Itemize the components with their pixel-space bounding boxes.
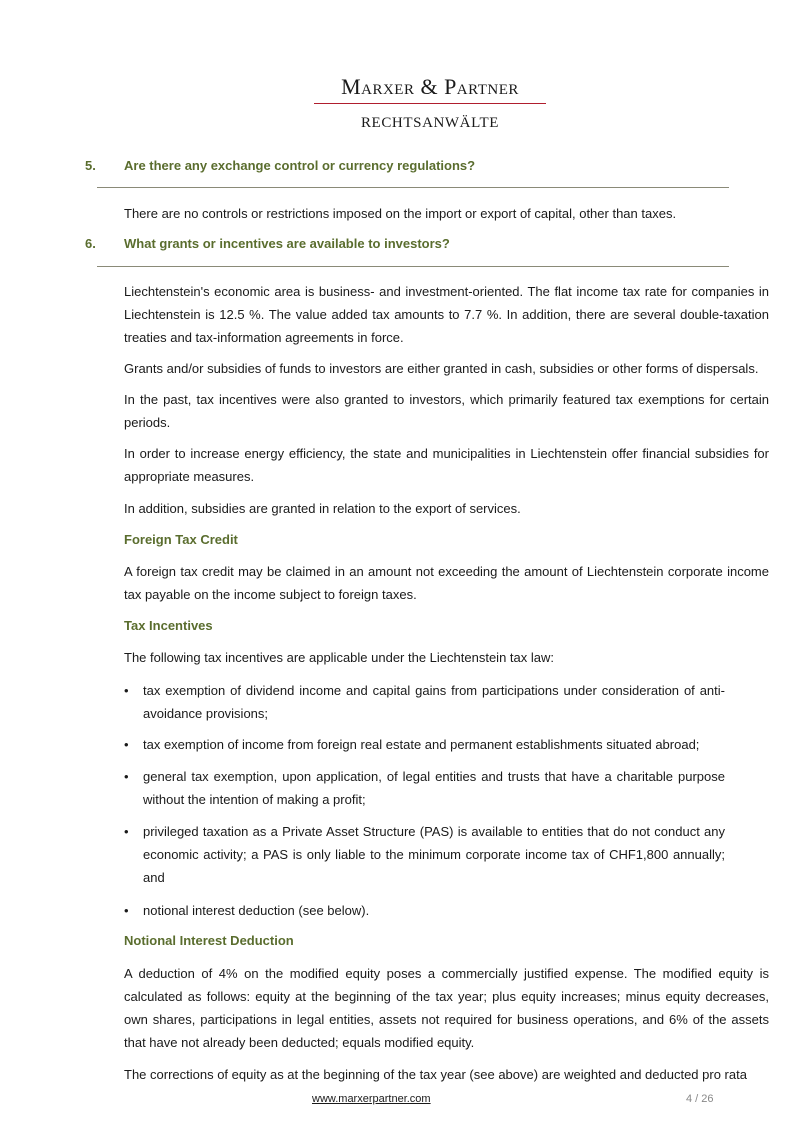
list-item: general tax exemption, upon application, of legal entities and trusts that have a charitable purpose without the intention of making a profit;: [143, 769, 725, 807]
section-question: Are there any exchange control or currency regulations?: [124, 158, 476, 173]
paragraph: Grants and/or subsidies of funds to investors are either granted in cash, subsidies or other forms of dispersals.: [124, 361, 759, 376]
letterhead-divider: [314, 103, 546, 104]
website-link[interactable]: www.marxerpartner.com: [312, 1093, 431, 1105]
firm-name: Marxer & Partner: [341, 74, 519, 99]
section-question: What grants or incentives are available to investors?: [124, 236, 450, 251]
page-number: 4 / 26: [686, 1093, 714, 1105]
list-item: notional interest deduction (see below).: [143, 903, 370, 918]
list-item: tax exemption of dividend income and capital gains from participations under consideration of anti-avoidance provisions;: [143, 683, 725, 721]
bullet-icon: •: [124, 683, 129, 698]
paragraph: The corrections of equity as at the beginning of the tax year (see above) are weighted and deducted pro rata: [124, 1067, 747, 1082]
paragraph: Liechtenstein's economic area is business- and investment-oriented. The flat income tax rate for companies in Liechtenstein is 12.5 %. The value added tax amounts to 7.7 %. In addition, there are several double-taxation treaties and tax-information agreements in force.: [124, 284, 769, 345]
paragraph: A foreign tax credit may be claimed in an amount not exceeding the amount of Liechtenstein corporate income tax payable on the income subject to foreign taxes.: [124, 564, 769, 602]
section-number: 6.: [85, 236, 96, 251]
firm-subtitle: RECHTSANWÄLTE: [360, 115, 500, 131]
section-number: 5.: [85, 158, 96, 173]
subheading: Tax Incentives: [124, 618, 213, 633]
list-item: privileged taxation as a Private Asset Structure (PAS) is available to entities that do not conduct any economic activity; a PAS is only liable to the minimum corporate income tax of CHF1,800 annually; and: [143, 824, 725, 885]
paragraph: The following tax incentives are applicable under the Liechtenstein tax law:: [124, 650, 554, 665]
list-item: tax exemption of income from foreign real estate and permanent establishments situated abroad;: [143, 737, 700, 752]
paragraph: A deduction of 4% on the modified equity poses a commercially justified expense. The modified equity is calculated as follows: equity at the beginning of the tax year; plus equity increases; minus equity decreases, own shares, participations in legal entities, assets not required for business operations, and 6% of the assets that have not already been deducted; equals modified equity.: [124, 966, 769, 1050]
section-divider: [97, 266, 729, 267]
paragraph: There are no controls or restrictions imposed on the import or export of capital, other than taxes.: [124, 206, 677, 221]
paragraph: In the past, tax incentives were also granted to investors, which primarily featured tax exemptions for certain periods.: [124, 392, 769, 430]
letterhead: [310, 74, 550, 132]
bullet-icon: •: [124, 769, 129, 784]
paragraph: In order to increase energy efficiency, the state and municipalities in Liechtenstein offer financial subsidies for appropriate measures.: [124, 446, 769, 484]
section-divider: [97, 187, 729, 188]
subheading: Notional Interest Deduction: [124, 933, 294, 948]
bullet-icon: •: [124, 903, 129, 918]
bullet-icon: •: [124, 824, 129, 839]
paragraph: In addition, subsidies are granted in relation to the export of services.: [124, 501, 521, 516]
bullet-icon: •: [124, 737, 129, 752]
subheading: Foreign Tax Credit: [124, 532, 238, 547]
